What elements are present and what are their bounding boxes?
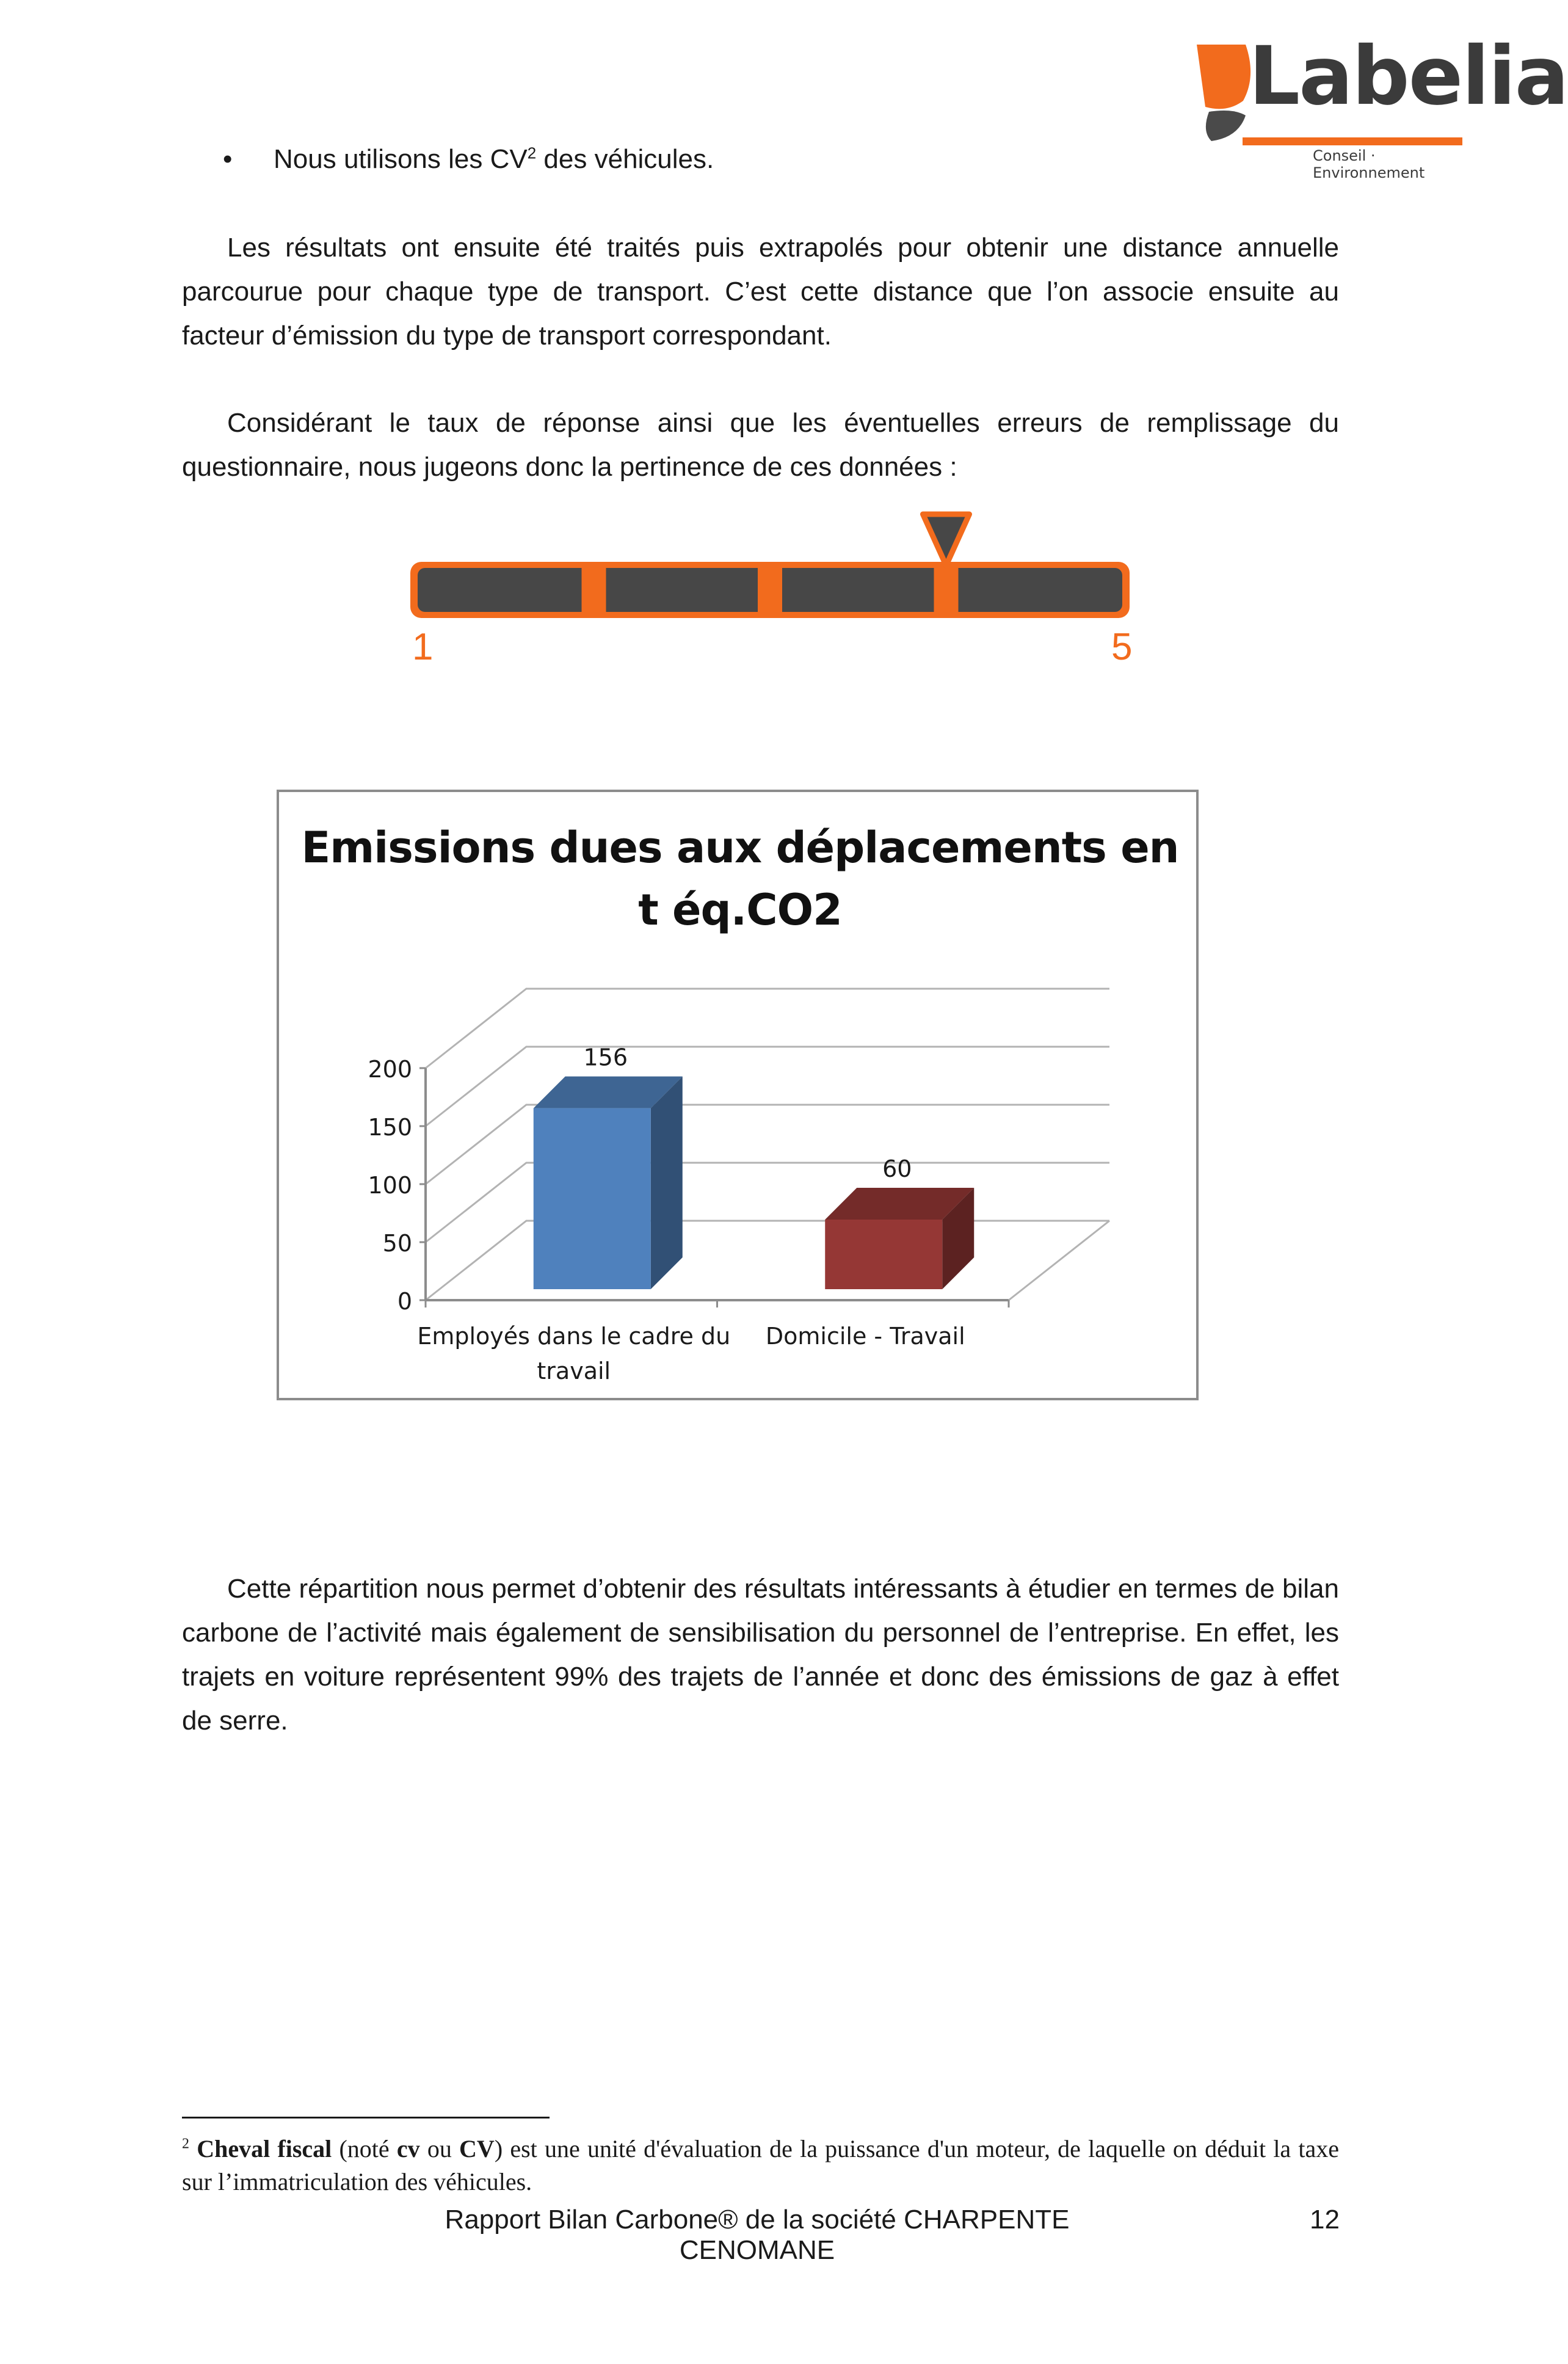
gridline	[426, 1163, 1109, 1242]
paragraph-1: Les résultats ont ensuite été traités puis extrapolés pour obtenir une distance annuelle parcourue pour chaque type de transport. C’est cette distance que l’on associe ensuite au facteur d’émission du type de transport correspondant.	[182, 233, 1339, 351]
relevance-scale	[409, 507, 1142, 678]
bullet-text: Nous utilisons les $CV^2$ des véhicules.	[274, 144, 714, 174]
y-tick-label: 150	[368, 1114, 412, 1141]
chart-title: Emissions dues aux déplacements en t éq.CO2	[301, 823, 1179, 935]
scale-separator	[934, 568, 959, 612]
x-tick-label: Domicile - Travail	[765, 1323, 965, 1350]
labelia-logo	[1185, 29, 1568, 181]
data-label: 60	[882, 1155, 912, 1182]
x-tick-label: Employés dans le cadre du	[417, 1323, 731, 1350]
emissions-chart	[277, 790, 1199, 1400]
paragraph-2: Considérant le taux de réponse ainsi que les éventuelles erreurs de remplissage du questionnaire, nous jugeons donc la pertinence de ces données :	[182, 408, 1339, 482]
scale-marker-icon	[923, 514, 970, 566]
x-tick-label: travail	[537, 1358, 611, 1384]
logo-wordmark: Labelia	[1249, 29, 1568, 123]
y-tick-label: 50	[382, 1230, 412, 1257]
scale-separator	[582, 568, 606, 612]
floor-edge	[1009, 1221, 1109, 1300]
bar-2	[825, 1188, 974, 1289]
bullet-dot-icon: •	[223, 144, 233, 174]
gridline	[426, 1105, 1109, 1184]
logo-underline	[1243, 137, 1462, 145]
bar-front	[825, 1220, 942, 1289]
paragraph-3: Cette répartition nous permet d’obtenir des résultats intéressants à étudier en termes de bilan carbone de l’activité mais également de sensibilisation du personnel de l’entreprise. En effet, les trajets en voiture représentent 99% des trajets de l’année et donc des émissions de gaz à effet de serre.	[182, 1574, 1339, 1736]
footer-title: Rapport Bilan Carbone® de la société CHARPENTE CENOMANE	[445, 2205, 1070, 2265]
scale-min-label: 1	[412, 626, 434, 668]
bar-1	[534, 1077, 683, 1289]
y-tick-label: 0	[397, 1288, 412, 1315]
page-number: 12	[1310, 2205, 1340, 2235]
gridline	[426, 1047, 1109, 1126]
logo-tagline: Conseil · Environnement	[1313, 147, 1425, 181]
footnote: $^2$ Cheval fiscal (noté cv ou CV) est une unité d'évaluation de la puissance d'un moteur, de laquelle on déduit la taxe sur l’immatriculation des véhicules.	[182, 2135, 1340, 2195]
scale-separator	[758, 568, 782, 612]
data-label: 156	[583, 1044, 628, 1071]
y-tick-label: 100	[368, 1172, 412, 1199]
bar-side	[651, 1077, 683, 1289]
chart-plot	[279, 792, 1196, 1398]
scale-max-label: 5	[1111, 626, 1133, 668]
gridline	[426, 989, 1109, 1068]
footnote-rule	[182, 2117, 550, 2119]
y-tick-label: 200	[368, 1056, 412, 1083]
bar-front	[534, 1108, 651, 1289]
gridline	[426, 1221, 1109, 1300]
